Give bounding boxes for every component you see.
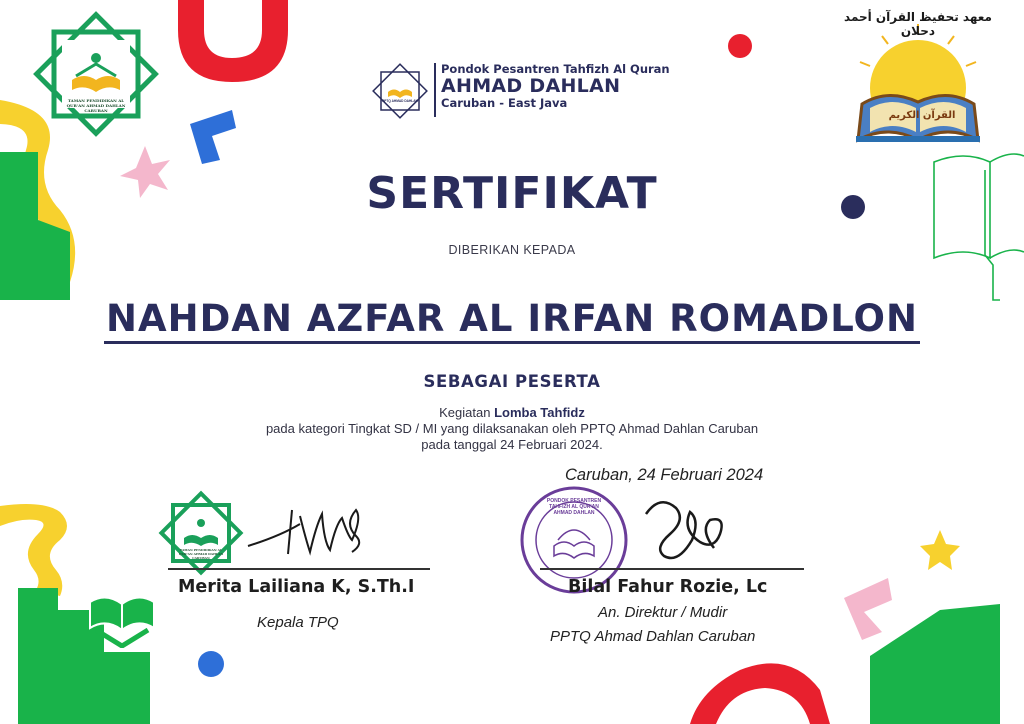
tpq-stamp-logo xyxy=(158,490,244,576)
signatory-left-title: Kepala TPQ xyxy=(257,614,339,631)
tpq-stamp-text: TAMAN PENDIDIKAN AL QUR'AN AHMAD DAHLAN CARUBAN xyxy=(178,548,224,560)
signatory-right-title: An. Direktur / Mudir xyxy=(598,604,728,621)
signature-merita xyxy=(240,496,370,566)
signatory-left-name: Merita Lailiana K, S.Th.I xyxy=(178,577,415,597)
certificate-title: SERTIFIKAT xyxy=(366,168,658,219)
tpq-logo-text: TAMAN PENDIDIKAN AL QUR'AN AHMAD DAHLAN CARUBAN xyxy=(66,98,126,113)
place-date: Caruban, 24 Februari 2024 xyxy=(565,466,764,484)
activity-prefix: Kegiatan xyxy=(439,405,495,420)
pptq-arabic-logo xyxy=(828,4,1006,172)
description xyxy=(0,405,1024,453)
blue-angle xyxy=(190,110,236,164)
pink-angle xyxy=(844,578,892,640)
signature-bilal xyxy=(630,490,730,570)
tpq-logo xyxy=(32,10,160,138)
given-to-label: DIBERIKAN KEPADA xyxy=(448,243,576,257)
org-line2: AHMAD DAHLAN xyxy=(441,75,621,97)
pptq-logo xyxy=(370,62,430,120)
red-arc-bottom xyxy=(690,663,830,724)
red-dot-top xyxy=(728,34,752,58)
role-label: SEBAGAI PESERTA xyxy=(423,372,601,391)
activity-name: Lomba Tahfidz xyxy=(494,405,585,420)
category-line: pada kategori Tingkat SD / MI yang dilaksanakan oleh PPTQ Ahmad Dahlan Caruban xyxy=(265,421,759,436)
blue-dot-bottom xyxy=(198,651,224,677)
stamp-text: PONDOK PESANTREN TAHFIZH AL QUR'AN AHMAD DAHLAN xyxy=(546,498,602,516)
arabic-book-text: القرآن الكريم xyxy=(888,110,956,121)
quran-book-icon xyxy=(82,588,162,648)
arabic-logo-text: معهد تحفيظ القرآن أحمد دحلان xyxy=(844,10,992,38)
org-block xyxy=(441,62,670,110)
pptq-logo-text: PPTQ AHMAD DAHLAN xyxy=(382,99,418,103)
header-divider xyxy=(434,63,436,117)
recipient-name-text: NAHDAN AZFAR AL IRFAN ROMADLON xyxy=(104,297,920,344)
signature-line-right xyxy=(540,568,804,570)
signatory-right-subtitle: PPTQ Ahmad Dahlan Caruban xyxy=(550,628,756,645)
signatory-right-name: Bilal Fahur Rozie, Lc xyxy=(568,577,768,597)
recipient-name xyxy=(0,297,1024,340)
signature-line-left xyxy=(168,568,430,570)
date-line: pada tanggal 24 Februari 2024. xyxy=(421,437,603,452)
red-arc-top xyxy=(178,0,288,82)
yellow-s-bottom xyxy=(0,504,67,596)
org-line3: Caruban - East Java xyxy=(441,96,568,110)
green-block-bottom-right xyxy=(870,604,1000,724)
org-line1: Pondok Pesantren Tahfizh Al Quran xyxy=(441,62,670,76)
yellow-star xyxy=(920,530,960,570)
activity-line xyxy=(0,405,1024,421)
